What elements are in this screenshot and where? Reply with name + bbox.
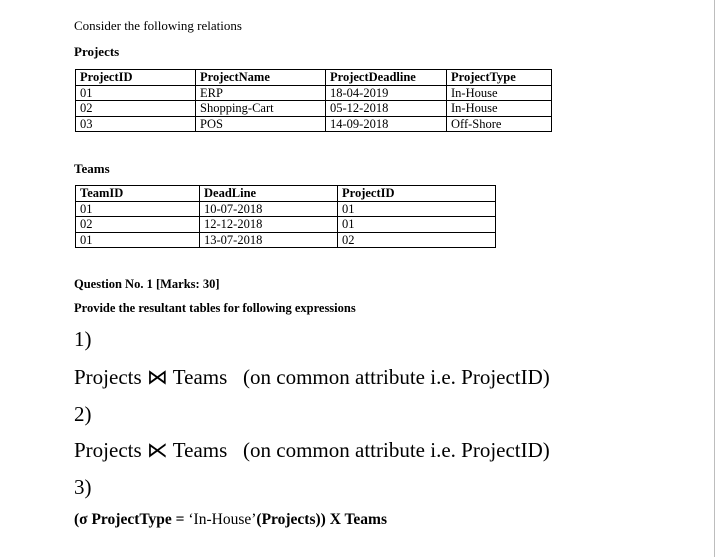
table-cell: In-House: [447, 101, 552, 117]
table-row: [76, 232, 496, 248]
table-cell: 03: [76, 116, 196, 132]
column-header: ProjectID: [76, 70, 196, 86]
table-cell: 10-07-2018: [200, 201, 338, 217]
column-header: ProjectID: [338, 186, 496, 202]
table-cell: 14-09-2018: [326, 116, 447, 132]
table-cell: 05-12-2018: [326, 101, 447, 117]
item-number: 2): [74, 402, 92, 426]
expression-semi-join: Projects ⋉ Teams (on common attribute i.e. ProjectID): [74, 438, 550, 462]
table-cell: 18-04-2019: [326, 85, 447, 101]
table-row: [76, 116, 552, 132]
item-number: 3): [74, 475, 92, 499]
column-header: ProjectName: [196, 70, 326, 86]
table-header-row: [76, 70, 552, 86]
projects-table: [75, 69, 552, 132]
teams-heading: Teams: [74, 161, 110, 176]
table-cell: 01: [76, 201, 200, 217]
teams-table: [75, 185, 496, 248]
column-header: TeamID: [76, 186, 200, 202]
table-cell: ERP: [196, 85, 326, 101]
table-cell: POS: [196, 116, 326, 132]
table-cell: 02: [338, 232, 496, 248]
projects-heading: Projects: [74, 44, 120, 59]
table-cell: 01: [338, 201, 496, 217]
table-cell: Off-Shore: [447, 116, 552, 132]
table-cell: 02: [76, 101, 196, 117]
table-row: [76, 101, 552, 117]
column-header: DeadLine: [200, 186, 338, 202]
table-row: [76, 201, 496, 217]
table-cell: 12-12-2018: [200, 217, 338, 233]
table-row: [76, 85, 552, 101]
expression-natural-join: Projects ⋈ Teams (on common attribute i.e. ProjectID): [74, 365, 550, 389]
table-header-row: [76, 186, 496, 202]
table-cell: Shopping-Cart: [196, 101, 326, 117]
item-number: 1): [74, 327, 92, 351]
page-edge: [714, 0, 715, 557]
table-row: [76, 217, 496, 233]
intro-text: Consider the following relations: [74, 18, 242, 33]
table-cell: 02: [76, 217, 200, 233]
expression-part: (Projects)) X Teams: [256, 511, 387, 528]
table-cell: 01: [338, 217, 496, 233]
column-header: ProjectType: [447, 70, 552, 86]
table-cell: In-House: [447, 85, 552, 101]
expression-part: (σ ProjectType =: [74, 511, 189, 528]
expression-part: ‘In-House’: [188, 511, 257, 528]
question-instruction: Provide the resultant tables for following expressions: [74, 301, 356, 315]
table-cell: 01: [76, 232, 200, 248]
column-header: ProjectDeadline: [326, 70, 447, 86]
question-title: Question No. 1 [Marks: 30]: [74, 277, 220, 291]
table-cell: 01: [76, 85, 196, 101]
expression-cartesian-product: [74, 511, 387, 529]
table-cell: 13-07-2018: [200, 232, 338, 248]
